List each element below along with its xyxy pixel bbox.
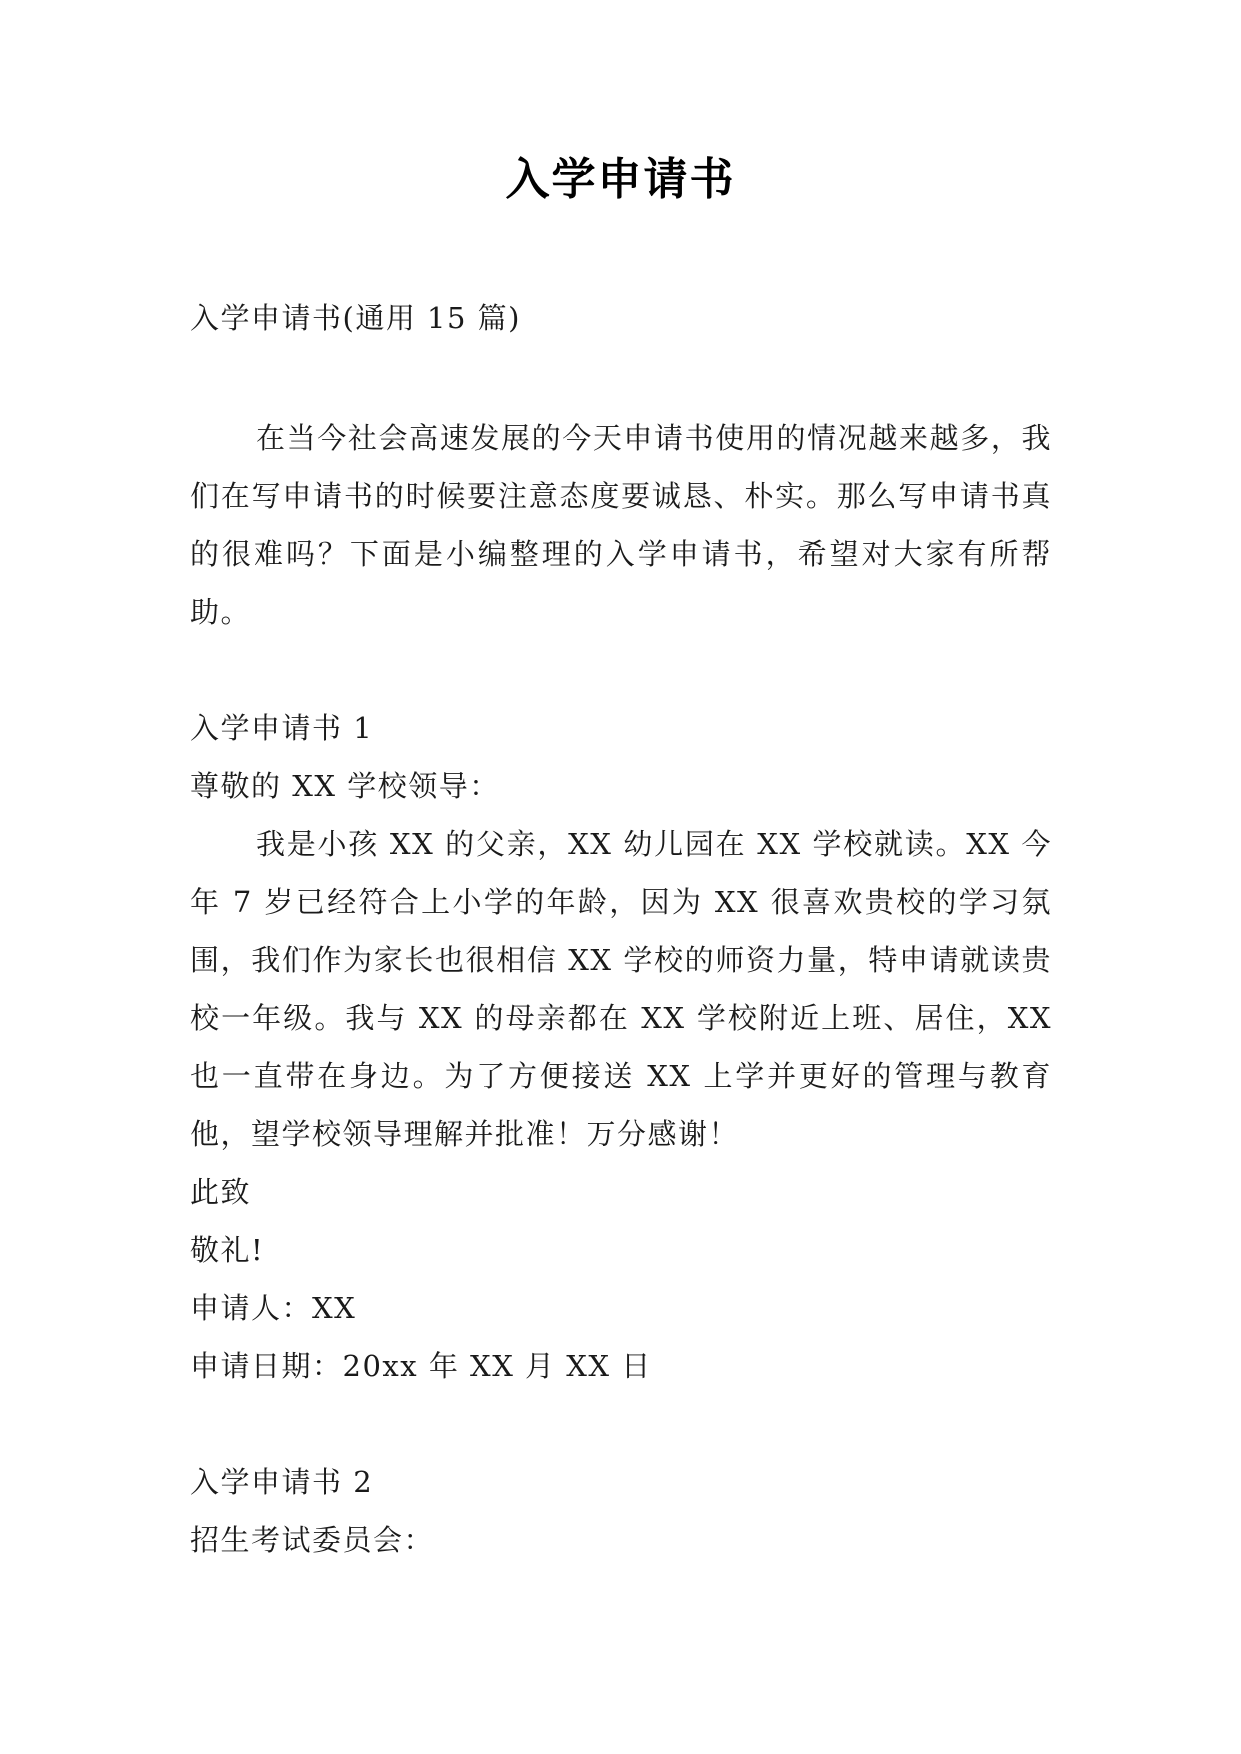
spacer xyxy=(190,347,1052,409)
letter-date: 申请日期：20xx 年 XX 月 XX 日 xyxy=(190,1349,652,1383)
document-content xyxy=(190,289,1052,1569)
letter-body: 我是小孩 XX 的父亲，XX 幼儿园在 XX 学校就读。XX 今年 7 岁已经符合上小学的年龄，因为 XX 很喜欢贵校的学习氛围，我们作为家长也很相信 XX 学校的师资力量，特申请就读贵校一年级。我与 XX 的母亲都在 XX 学校附近上班、居住，XX 也一直带在身边。为了方便接送 XX 上学并更好的管理与教育他，望学校领导理解并批准！万分感谢！ xyxy=(190,827,1052,1151)
document-title: 入学申请书 xyxy=(505,154,736,205)
document-subtitle: 入学申请书(通用 15 篇) xyxy=(190,301,521,335)
letter-salutation: 招生考试委员会： xyxy=(190,1523,435,1557)
letter-regards: 敬礼! xyxy=(190,1233,265,1267)
letter-heading: 入学申请书 2 xyxy=(190,1465,374,1499)
letter-heading: 入学申请书 1 xyxy=(190,711,374,745)
letter-salutation: 尊敬的 XX 学校领导： xyxy=(190,769,500,803)
letter-applicant: 申请人：XX xyxy=(190,1291,357,1325)
spacer xyxy=(190,641,1052,699)
letter-closing: 此致 xyxy=(190,1175,252,1209)
spacer xyxy=(190,1395,1052,1453)
intro-paragraph: 在当今社会高速发展的今天申请书使用的情况越来越多，我们在写申请书的时候要注意态度要诚恳、朴实。那么写申请书真的很难吗？下面是小编整理的入学申请书，希望对大家有所帮助。 xyxy=(190,421,1052,629)
